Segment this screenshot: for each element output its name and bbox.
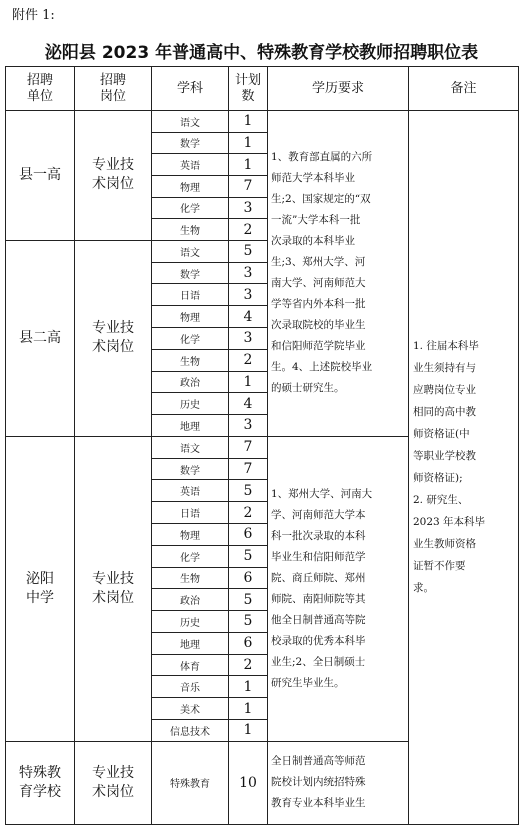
count-cell: 7 — [229, 436, 268, 458]
header-post: 招聘 岗位 — [75, 67, 152, 111]
subject-cell: 化学 — [152, 545, 229, 567]
subject-cell: 语文 — [152, 111, 229, 133]
subject-cell: 物理 — [152, 523, 229, 545]
subject-cell: 政治 — [152, 371, 229, 393]
subject-cell: 物理 — [152, 306, 229, 328]
unit-cell: 县一高 — [6, 111, 75, 241]
count-cell: 3 — [229, 415, 268, 437]
subject-cell: 历史 — [152, 393, 229, 415]
unit-cell: 特殊教 育学校 — [6, 741, 75, 824]
subject-cell: 生物 — [152, 349, 229, 371]
header-unit: 招聘 单位 — [6, 67, 75, 111]
subject-cell: 地理 — [152, 632, 229, 654]
requirement-cell: 1、郑州大学、河南大 学、河南师范大学本 科一批次录取的本科 毕业生和信阳师范学 院、商丘师院、郑州 师院、南阳师院等其 他全日制普通高等院 校录取的优秀本科毕 业生;2、全日制硕士 研究生毕业生。 — [268, 436, 409, 741]
subject-cell: 音乐 — [152, 676, 229, 698]
count-cell: 5 — [229, 611, 268, 633]
subject-cell: 英语 — [152, 480, 229, 502]
count-cell: 1 — [229, 111, 268, 133]
requirement-cell: 1、教育部直属的六所 师范大学本科毕业 生;2、国家规定的“双 一流”大学本科一批 次录取的本科毕业 生;3、郑州大学、河 南大学、河南师范大 学等省内外本科一批 次录取院校的毕业生 和信阳师范学院毕业 生。4、上述院校毕业 的硕士研究生。 — [268, 111, 409, 437]
subject-cell: 物理 — [152, 175, 229, 197]
subject-cell: 特殊教育 — [152, 741, 229, 824]
page-title: 泌阳县 2023 年普通高中、特殊教育学校教师招聘职位表 — [44, 43, 479, 63]
header-row — [6, 67, 519, 111]
subject-cell: 信息技术 — [152, 719, 229, 741]
unit-cell: 县二高 — [6, 240, 75, 436]
header-count: 计划 数 — [229, 67, 268, 111]
remark-cell: 1. 往届本科毕 业生须持有与 应聘岗位专业 相同的高中教 师资格证(中 等职业学校教 师资格证); 2. 研究生、 2023 年本科毕 业生教师资格 证暂不作要 求。 — [409, 111, 519, 825]
count-cell: 3 — [229, 262, 268, 284]
subject-cell: 美术 — [152, 698, 229, 720]
count-cell: 6 — [229, 567, 268, 589]
count-cell: 6 — [229, 632, 268, 654]
count-cell: 1 — [229, 676, 268, 698]
count-cell: 4 — [229, 393, 268, 415]
subject-cell: 历史 — [152, 611, 229, 633]
table-row — [6, 111, 519, 133]
count-cell: 2 — [229, 654, 268, 676]
count-cell: 1 — [229, 154, 268, 176]
post-cell: 专业技 术岗位 — [75, 436, 152, 741]
post-cell: 专业技 术岗位 — [75, 111, 152, 241]
count-cell: 3 — [229, 197, 268, 219]
subject-cell: 化学 — [152, 197, 229, 219]
count-cell: 3 — [229, 284, 268, 306]
subject-cell: 数学 — [152, 458, 229, 480]
subject-cell: 生物 — [152, 219, 229, 241]
count-cell: 5 — [229, 240, 268, 262]
count-cell: 5 — [229, 589, 268, 611]
recruitment-table — [5, 66, 519, 825]
count-cell: 4 — [229, 306, 268, 328]
subject-cell: 体育 — [152, 654, 229, 676]
subject-cell: 生物 — [152, 567, 229, 589]
header-remark: 备注 — [409, 67, 519, 111]
count-cell: 2 — [229, 502, 268, 524]
count-cell: 2 — [229, 219, 268, 241]
count-cell: 10 — [229, 741, 268, 824]
post-cell: 专业技 术岗位 — [75, 741, 152, 824]
count-cell: 7 — [229, 175, 268, 197]
header-subject: 学科 — [152, 67, 229, 111]
subject-cell: 数学 — [152, 262, 229, 284]
attachment-label: 附件 1: — [12, 8, 55, 23]
count-cell: 1 — [229, 132, 268, 154]
count-cell: 3 — [229, 328, 268, 350]
count-cell: 5 — [229, 480, 268, 502]
subject-cell: 地理 — [152, 415, 229, 437]
unit-cell: 泌阳 中学 — [6, 436, 75, 741]
subject-cell: 语文 — [152, 436, 229, 458]
count-cell: 2 — [229, 349, 268, 371]
count-cell: 7 — [229, 458, 268, 480]
header-requirement: 学历要求 — [268, 67, 409, 111]
subject-cell: 语文 — [152, 240, 229, 262]
count-cell: 5 — [229, 545, 268, 567]
count-cell: 1 — [229, 719, 268, 741]
post-cell: 专业技 术岗位 — [75, 240, 152, 436]
subject-cell: 日语 — [152, 284, 229, 306]
subject-cell: 政治 — [152, 589, 229, 611]
count-cell: 1 — [229, 698, 268, 720]
count-cell: 1 — [229, 371, 268, 393]
count-cell: 6 — [229, 523, 268, 545]
subject-cell: 化学 — [152, 328, 229, 350]
subject-cell: 日语 — [152, 502, 229, 524]
subject-cell: 数学 — [152, 132, 229, 154]
requirement-cell: 全日制普通高等师范 院校计划内统招特殊 教育专业本科毕业生 — [268, 741, 409, 824]
subject-cell: 英语 — [152, 154, 229, 176]
